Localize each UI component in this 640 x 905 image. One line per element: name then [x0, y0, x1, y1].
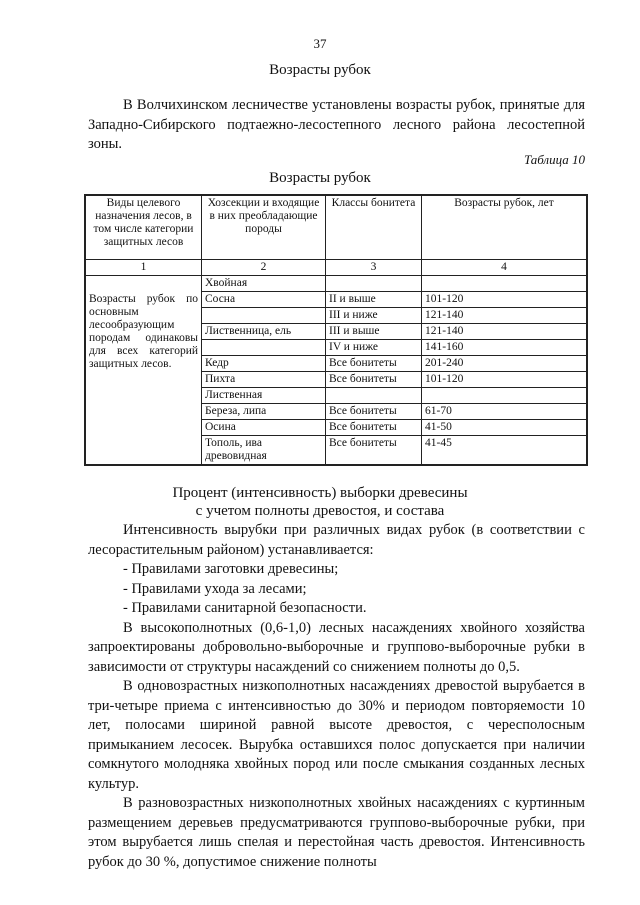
table-caption: Таблица 10	[523, 152, 585, 167]
row-section: Береза, липа	[202, 404, 326, 420]
row-age	[422, 388, 587, 404]
row-bonitet: II и выше	[326, 292, 422, 308]
section2-title-line2: с учетом полноты древостоя, и состава	[195, 503, 445, 519]
row-section: Лиственная	[202, 388, 326, 404]
row-section: Сосна	[202, 292, 326, 308]
row-section	[202, 308, 326, 324]
page-number: 37	[313, 36, 327, 51]
table-row	[86, 292, 587, 308]
paragraph-even-aged: В одновозрастных низкополнотных насаждениях древостой вырубается в три-четыре приема с интенсивностью до 30% и периодом повторяемости 10 лет, полосами шириной равной высоте древостоя, с чересполосным примыканием лесосек. Вырубка оставшихся полос допускается при наличии сомкнутого молодняка хвойных пород или после смыкания созданных лесных культур.	[88, 678, 585, 792]
header-number-1: 1	[86, 260, 202, 276]
row-age: 41-50	[422, 420, 587, 436]
header-number-2: 2	[202, 260, 326, 276]
row-age: 201-240	[422, 356, 587, 372]
intro-text: В Волчихинском лесничестве установлены возрасты рубок, принятые для Западно-Сибирского подтаежно-лесостепного лесного района лесостепной зоны.	[88, 97, 585, 152]
paragraph-uneven-aged: В разновозрастных низкополнотных хвойных насаждениях с куртинным размещением деревьев предусматриваются группово-выборочные рубки, при этом вырубается лишь спелая и перестойная часть древостоя. Интенсивность рубок до 30 %, допустимое снижение полноты	[88, 795, 585, 870]
intro-paragraph	[88, 96, 585, 155]
list-item: - Правилами ухода за лесами;	[123, 580, 307, 597]
row-section: Пихта	[202, 372, 326, 388]
row-bonitet: III и выше	[326, 324, 422, 340]
row-age: 121-140	[422, 324, 587, 340]
row-age: 141-160	[422, 340, 587, 356]
header-purpose: Виды целевого назначения лесов, в том числе категории защитных лесов	[86, 196, 202, 260]
row-age: 41-45	[422, 436, 587, 465]
row-bonitet: Все бонитеты	[326, 436, 422, 465]
page-title: Возрасты рубок	[269, 62, 371, 78]
row-bonitet	[326, 276, 422, 292]
section2-title-line1: Процент (интенсивность) выборки древесины	[172, 485, 468, 501]
row-bonitet: IV и ниже	[326, 340, 422, 356]
row-bonitet: Все бонитеты	[326, 420, 422, 436]
list-item: - Правилами заготовки древесины;	[123, 561, 339, 577]
row-bonitet	[326, 388, 422, 404]
category-cell: Возрасты рубок по основным лесообразующим породам одинаковы для всех категорий защитных лесов.	[86, 292, 202, 465]
row-section	[202, 340, 326, 356]
table-row	[86, 276, 587, 292]
row-section: Тополь, ива древовидная	[202, 436, 326, 465]
row-age: 121-140	[422, 308, 587, 324]
row-section: Лиственница, ель	[202, 324, 326, 340]
rules-list	[88, 560, 585, 619]
row-section: Осина	[202, 420, 326, 436]
row-bonitet: Все бонитеты	[326, 372, 422, 388]
header-number-4: 4	[422, 260, 587, 276]
table-header-row	[86, 196, 587, 260]
cutting-age-table	[85, 195, 587, 465]
section2-body	[88, 521, 585, 872]
row-age: 61-70	[422, 404, 587, 420]
header-section: Хозсекции и входящие в них преобладающие породы	[202, 196, 326, 260]
table-number-row	[86, 260, 587, 276]
row-section: Кедр	[202, 356, 326, 372]
header-number-3: 3	[326, 260, 422, 276]
row-bonitet: Все бонитеты	[326, 356, 422, 372]
category-cell-top	[86, 276, 202, 292]
row-bonitet: III и ниже	[326, 308, 422, 324]
row-bonitet: Все бонитеты	[326, 404, 422, 420]
row-age: 101-120	[422, 292, 587, 308]
row-section: Хвойная	[202, 276, 326, 292]
row-age: 101-120	[422, 372, 587, 388]
table-title: Возрасты рубок	[269, 170, 371, 186]
paragraph-high-density: В высокополнотных (0,6-1,0) лесных насаждениях хвойного хозяйства запроектированы добровольно-выборочные и группово-выборочные рубки в зависимости от структуры насаждений со снижением полноты до 0,5.	[88, 619, 585, 675]
row-age	[422, 276, 587, 292]
header-age: Возрасты рубок, лет	[422, 196, 587, 260]
section2-intro: Интенсивность вырубки при различных видах рубок (в соответствии с лесорастительным районом) устанавливается:	[88, 522, 585, 558]
header-bonitet: Классы бонитета	[326, 196, 422, 260]
list-item: - Правилами санитарной безопасности.	[123, 600, 367, 616]
